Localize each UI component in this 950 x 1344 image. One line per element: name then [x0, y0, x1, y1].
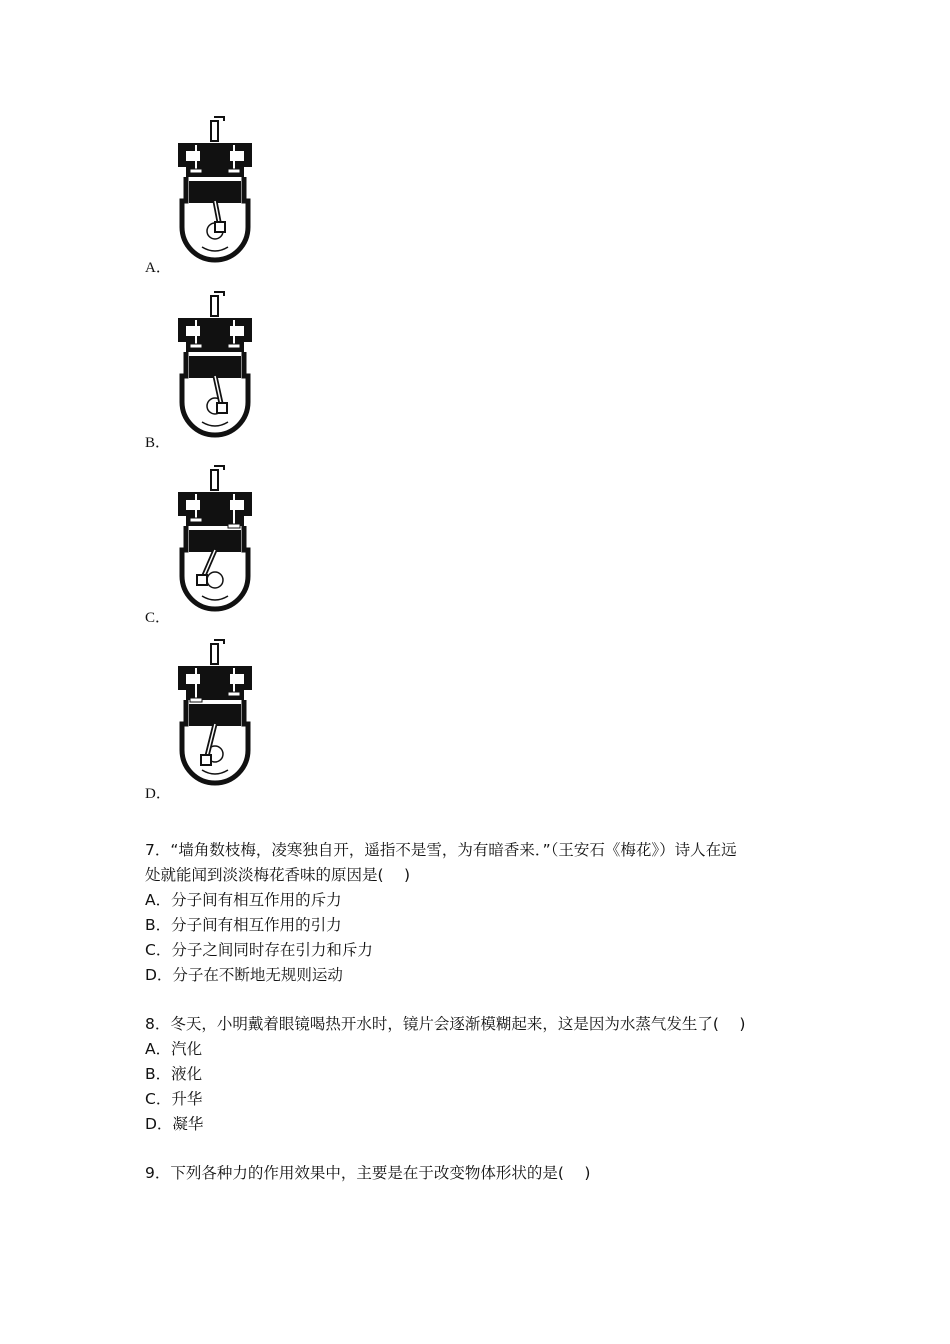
spark-plug	[211, 121, 218, 141]
intake-port	[186, 151, 200, 161]
cylinder-wall-left	[182, 352, 186, 386]
q6-option-a	[145, 115, 285, 280]
crank-pin	[197, 575, 207, 585]
cylinder-wall-right	[244, 352, 248, 386]
cylinder-wall-left	[182, 700, 186, 734]
q7-option-b: B．分子间有相互作用的引力	[145, 916, 342, 934]
flywheel-arc	[202, 770, 228, 774]
q6-option-b	[145, 290, 285, 455]
exhaust-port	[230, 500, 244, 510]
piston	[189, 356, 241, 378]
spark-plug	[211, 644, 218, 664]
exhaust-port	[230, 151, 244, 161]
intake-valve	[190, 169, 202, 173]
exhaust-valve	[228, 524, 240, 528]
crankcase	[182, 211, 248, 260]
engine-diagram-d	[172, 638, 258, 788]
crankcase	[182, 560, 248, 609]
cylinder-wall-right	[244, 700, 248, 734]
q8-option-a: A．汽化	[145, 1040, 203, 1058]
option-label: A．	[145, 260, 171, 276]
intake-port	[186, 674, 200, 684]
q6-option-c	[145, 464, 285, 629]
intake-valve	[190, 344, 202, 348]
q8-option-c: C．升华	[145, 1090, 203, 1108]
spark-plug	[211, 470, 218, 490]
engine-diagram-b	[172, 290, 258, 440]
crank-pin	[201, 755, 211, 765]
cylinder-wall-left	[182, 526, 186, 560]
piston	[189, 704, 241, 726]
crankcase	[182, 734, 248, 783]
q8-option-b: B．液化	[145, 1065, 203, 1083]
piston	[189, 530, 241, 552]
intake-port	[186, 500, 200, 510]
cylinder-wall-left	[182, 177, 186, 211]
option-label: C．	[145, 610, 171, 626]
flywheel-arc	[202, 422, 228, 426]
crankcase	[182, 386, 248, 435]
spark-plug	[211, 296, 218, 316]
q9-stem: 9．下列各种力的作用效果中，主要是在于改变物体形状的是( )	[145, 1164, 591, 1182]
piston	[189, 181, 241, 203]
q7-option-a: A．分子间有相互作用的斥力	[145, 891, 342, 909]
exhaust-valve	[228, 692, 240, 696]
intake-valve	[190, 698, 202, 702]
q7-stem-line2: 处就能闻到淡淡梅花香味的原因是( )	[145, 866, 411, 884]
option-label: D．	[145, 786, 171, 802]
intake-valve	[190, 518, 202, 522]
q6-option-d	[145, 638, 285, 803]
flywheel-arc	[202, 247, 228, 251]
exhaust-valve	[228, 344, 240, 348]
option-label: B．	[145, 435, 171, 451]
crank-pin	[217, 403, 227, 413]
exhaust-valve	[228, 169, 240, 173]
q8-stem: 8．冬天，小明戴着眼镜喝热开水时，镜片会逐渐模糊起来，这是因为水蒸气发生了( )	[145, 1015, 746, 1033]
cylinder-wall-right	[244, 526, 248, 560]
exhaust-port	[230, 674, 244, 684]
engine-diagram-a	[172, 115, 258, 265]
q7-stem-line1: 7．“墙角数枝梅，凌寒独自开，遥指不是雪，为有暗香来．”（王安石《梅花》）诗人在远	[145, 841, 737, 859]
exhaust-port	[230, 326, 244, 336]
engine-diagram-c	[172, 464, 258, 614]
q7-option-d: D．分子在不断地无规则运动	[145, 966, 343, 984]
flywheel-arc	[202, 596, 228, 600]
q8-option-d: D．凝华	[145, 1115, 204, 1133]
crank-shaft	[207, 572, 223, 588]
cylinder-wall-right	[244, 177, 248, 211]
crank-pin	[215, 222, 225, 232]
q7-option-c: C．分子之间同时存在引力和斥力	[145, 941, 373, 959]
intake-port	[186, 326, 200, 336]
